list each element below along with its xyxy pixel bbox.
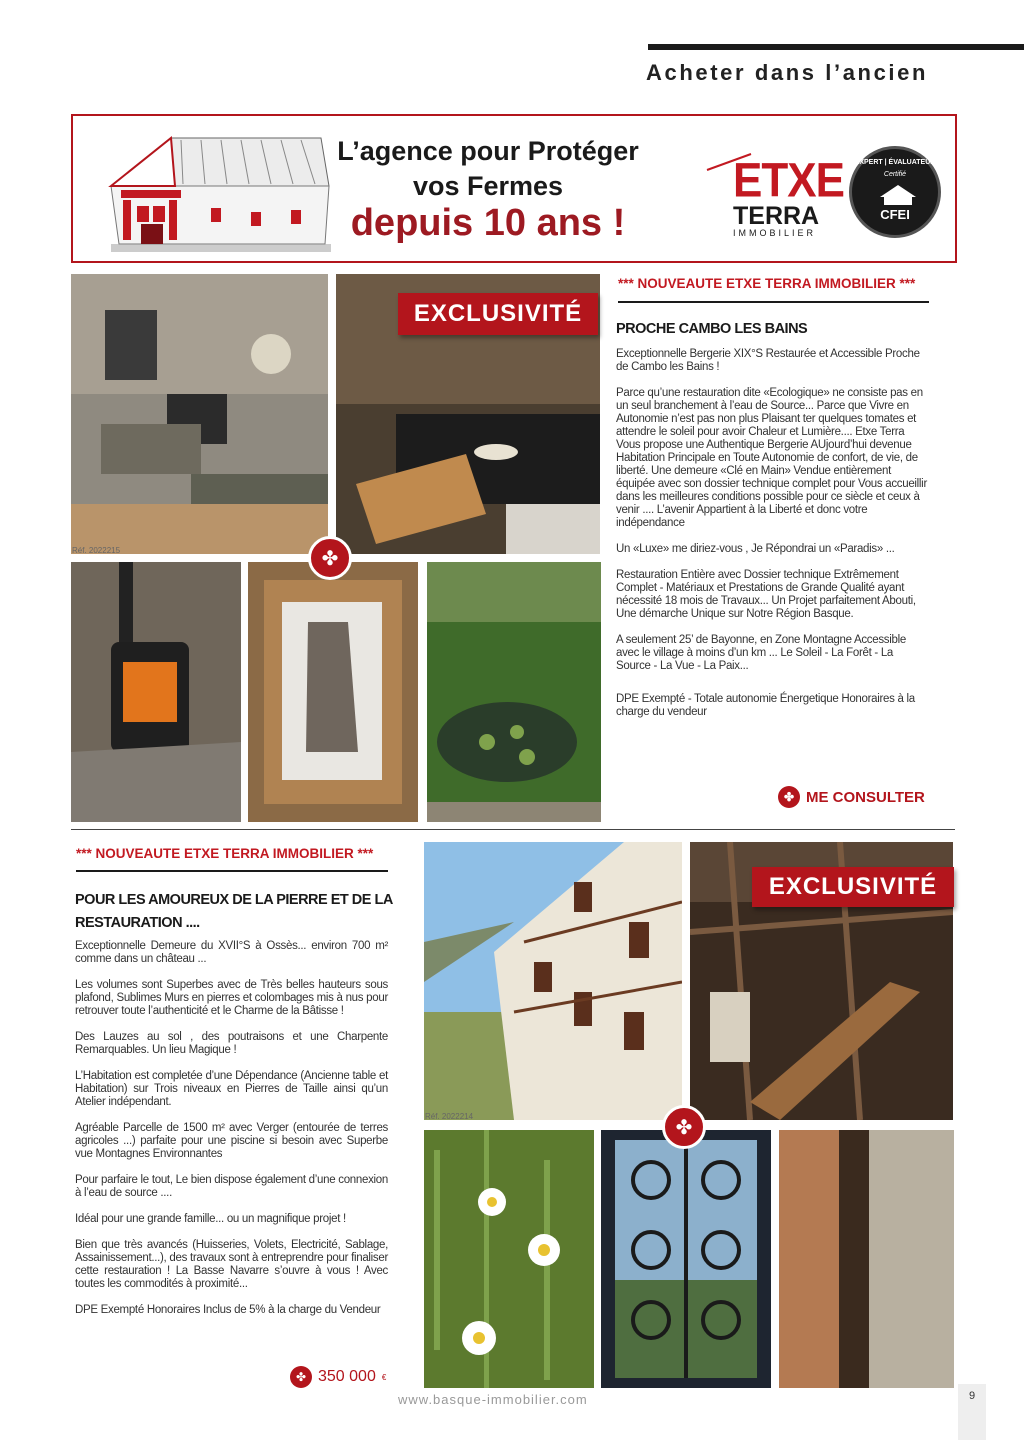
listing2-paragraph: L’Habitation est completée d’une Dépendance (Ancienne table et Habitation) sur Trois niveaux en Pierres de Taille ainsi qu’un Atelier indépendant. xyxy=(75,1070,388,1108)
photo-living-room xyxy=(71,274,328,554)
section-title: Acheter dans l’ancien xyxy=(646,60,929,85)
basque-cross-badge-2: ✤ xyxy=(662,1105,706,1149)
listing2-paragraph: Bien que très avancés (Huisseries, Volets, Electricité, Sablage, Assainissement...), des travaux sont à entreprendre pour finaliser cette restauration ! La Basse Navarre s’ouvre à vous ! Avec toutes les commodités à proximité... xyxy=(75,1239,388,1290)
banner-line-1: L’agence pour Protéger xyxy=(337,136,639,166)
cfei-name-text: CFEI xyxy=(880,207,910,222)
website-url[interactable]: www.basque-immobilier.com xyxy=(398,1392,588,1407)
banner-line-3: depuis 10 ans ! xyxy=(350,202,626,244)
listing2-tagline: *** NOUVEAUTE ETXE TERRA IMMOBILIER *** xyxy=(76,846,374,861)
logo-immobilier-text: IMMOBILIER xyxy=(733,228,817,238)
reference-2: Réf. 2022214 xyxy=(425,1112,474,1121)
listing2-paragraph: Agréable Parcelle de 1500 m² avec Verger (entourée de terres agricoles ...) parfaite pour une piscine si besoin avec Superbe vue Montagnes Environnantes xyxy=(75,1122,388,1160)
photo-manor-facade xyxy=(424,842,682,1120)
basque-cross-icon: ✤ xyxy=(778,786,800,808)
cfei-top-text: EXPERT | ÉVALUATEUR xyxy=(854,159,936,166)
listing2-rule xyxy=(76,870,388,872)
photo-iron-window xyxy=(601,1130,771,1388)
photo-garden-pond xyxy=(427,562,601,822)
listing1-title: PROCHE CAMBO LES BAINS xyxy=(616,321,808,337)
listing1-description xyxy=(616,348,930,732)
listing1-rule xyxy=(618,301,929,303)
photo-wood-stove xyxy=(71,562,241,822)
basque-cross-badge-1: ✤ xyxy=(308,536,352,580)
listing1-paragraph: DPE Exempté - Totale autonomie Énergetique Honoraires à la charge du vendeur xyxy=(616,693,915,718)
listing2-paragraph: DPE Exempté Honoraires Inclus de 5% à la charge du Vendeur xyxy=(75,1304,381,1316)
photo-stone-niche xyxy=(248,562,418,822)
contact-button[interactable] xyxy=(778,786,925,808)
header-rule xyxy=(648,44,1024,50)
logo-etxe-text: ETXE xyxy=(733,153,844,208)
listing2-paragraph: Idéal pour une grande famille... ou un magnifique projet ! xyxy=(75,1213,346,1225)
contact-button-label: ME CONSULTER xyxy=(806,788,925,806)
listing2-paragraph: Les volumes sont Superbes avec de Très belles hauteurs sous plafond, Sublimes Murs en pierres et colombages mis à nus pour retrouver toute l’authenticité et le Charme de la Bâtisse ! xyxy=(75,979,388,1017)
listing1-paragraph: Restauration Entière avec Dossier technique Extrêmement Complet - Matériaux et Prestations de Grande Qualité ayant nécessité 18 mois de Travaux... Un Projet parfaitement Abouti, Une démarche Unique sur Notre Région Basque. xyxy=(616,569,916,620)
photo-daisies xyxy=(424,1130,594,1388)
listing1-paragraph: Exceptionnelle Bergerie XIX°S Restaurée et Accessible Proche de Cambo les Bains ! xyxy=(616,348,920,373)
logo-terra-text: TERRA xyxy=(733,202,820,230)
house-icon xyxy=(878,183,918,207)
etxe-terra-logo xyxy=(723,153,844,246)
agency-banner xyxy=(71,114,957,263)
photo-stone-wall xyxy=(779,1130,954,1388)
cfei-certified-text: Certifié xyxy=(883,171,907,178)
banner-line-2: vos Fermes xyxy=(412,171,564,201)
listing2-paragraph: Pour parfaire le tout, Le bien dispose également d’une connexion à l’eau de source .... xyxy=(75,1174,388,1199)
listing1-paragraph: Un «Luxe» me diriez-vous , Je Répondrai un «Paradis» ... xyxy=(616,543,895,555)
farmhouse-illustration xyxy=(101,126,331,254)
listing1-tagline: *** NOUVEAUTE ETXE TERRA IMMOBILIER *** xyxy=(618,276,916,291)
listing2-description xyxy=(75,940,388,1330)
exclusive-ribbon-2: EXCLUSIVITÉ xyxy=(752,867,954,907)
cfei-seal xyxy=(849,146,941,238)
price-value: 350 000 xyxy=(318,1368,376,1385)
page-number: 9 xyxy=(958,1384,986,1440)
section-divider xyxy=(71,829,955,830)
price-tag xyxy=(290,1366,386,1388)
listing2-paragraph: Des Lauzes au sol , des poutraisons et une Charpente Remarquables. Un lieu Magique ! xyxy=(75,1031,388,1056)
basque-cross-icon: ✤ xyxy=(290,1366,312,1388)
reference-1: Réf. 2022215 xyxy=(72,546,121,555)
listing1-paragraph: A seulement 25’ de Bayonne, en Zone Montagne Accessible avec le village à moins d’un km ... Le Soleil - La Forêt - La Source - La Vue - La Paix... xyxy=(616,634,906,672)
listing1-paragraph: Parce qu’une restauration dite «Ecologique» ne consiste pas en un seul branchement à l’eau de Source... Parce que Vivre en Autonomie n’est pas non plus Plaisant ter quelques tomates et attendre le soleil pour avoir Chaleur et Lumière.... Etxe Terra Vous propose une Authentique Bergerie AUjourd’hui devenue Habitation Principale en Toute Autonomie de confort, de vie, de liberté. Une demeure «Clé en Main» Vendue entièrement équipée avec son dossier technique complet pour Vous accueillir dans les meilleures conditions possible pour ce siècle et ceux à venir .... L’avenir Appartient à la Liberté et donc votre indépendance xyxy=(616,387,927,529)
listing2-title: POUR LES AMOUREUX DE LA PIERRE ET DE LA RESTAURATION .... xyxy=(75,892,393,931)
price-currency: € xyxy=(381,1372,387,1382)
exclusive-ribbon-1: EXCLUSIVITÉ xyxy=(398,293,598,335)
listing2-paragraph: Exceptionnelle Demeure du XVII°S à Ossès... environ 700 m² comme dans un château ... xyxy=(75,940,388,965)
